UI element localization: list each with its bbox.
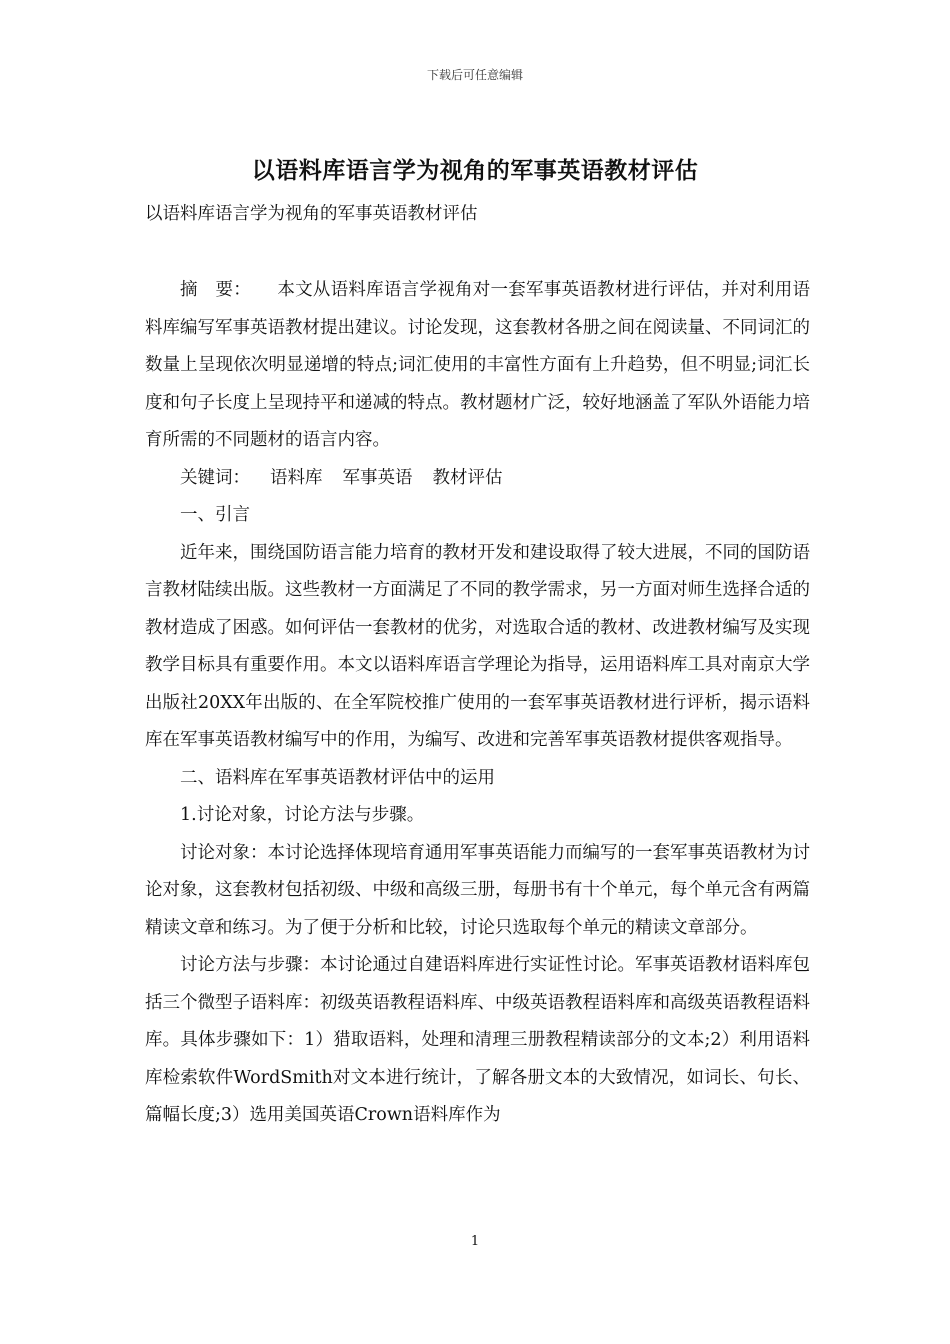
document-body xyxy=(145,272,810,1135)
keywords-row xyxy=(145,460,810,498)
keyword-item: 教材评估 xyxy=(432,467,503,488)
abstract-paragraph xyxy=(145,272,810,460)
abstract-label: 摘 要： xyxy=(180,280,252,300)
intro-paragraph: 近年来，围绕国防语言能力培育的教材开发和建设取得了较大进展，不同的国防语言教材陆续出版。这些教材一方面满足了不同的教学需求，另一方面对师生选择合适的教材造成了困惑。如何评估一套教材的优劣，对选取合适的教材、改进教材编写及实现教学目标具有重要作用。本文以语料库语言学理论为指导，运用语料库工具对南京大学出版社20XX年出版的、在全军院校推广使用的一套军事英语教材进行评析，揭示语料库在军事英语教材编写中的作用，为编写、改进和完善军事英语教材提供客观指导。 xyxy=(145,542,810,750)
research-object-paragraph: 讨论对象：本讨论选择体现培育通用军事英语能力而编写的一套军事英语教材为讨论对象，这套教材包括初级、中级和高级三册，每册书有十个单元，每个单元含有两篇精读文章和练习。为了便于分析和比较，讨论只选取每个单元的精读文章部分。 xyxy=(145,842,810,938)
header-note: 下载后可任意编辑 xyxy=(426,68,523,82)
keyword-item: 军事英语 xyxy=(342,467,413,488)
abstract-text: 本文从语料库语言学视角对一套军事英语教材进行评估，并对利用语料库编写军事英语教材提出建议。讨论发现，这套教材各册之间在阅读量、不同词汇的数量上呈现依次明显递增的特点;词汇使用的丰富性方面有上升趋势，但不明显;词汇长度和句子长度上呈现持平和递减的特点。教材题材广泛，较好地涵盖了军队外语能力培育所需的不同题材的语言内容。 xyxy=(145,280,811,450)
subtitle: 以语料库语言学为视角的军事英语教材评估 xyxy=(145,204,478,224)
page-number: 1 xyxy=(470,1234,480,1249)
section-heading-2: 二、语料库在军事英语教材评估中的运用 xyxy=(180,767,495,788)
page-title: 以语料库语言学为视角的军事英语教材评估 xyxy=(251,158,699,184)
keyword-item: 语料库 xyxy=(270,467,323,488)
subsection-heading-1: 1.讨论对象，讨论方法与步骤。 xyxy=(180,805,425,825)
research-method-paragraph: 讨论方法与步骤：本讨论通过自建语料库进行实证性讨论。军事英语教材语料库包括三个微型子语料库：初级英语教程语料库、中级英语教程语料库和高级英语教程语料库。具体步骤如下：1）猎取语料，处理和清理三册教程精读部分的文本;2）利用语料库检索软件WordSmith对文本进行统计，了解各册文本的大致情况，如词长、句长、篇幅长度;3）选用美国英语Crown语料库作为 xyxy=(145,955,810,1125)
section-heading-intro: 一、引言 xyxy=(180,505,250,525)
keywords-label: 关键词： xyxy=(180,467,250,488)
